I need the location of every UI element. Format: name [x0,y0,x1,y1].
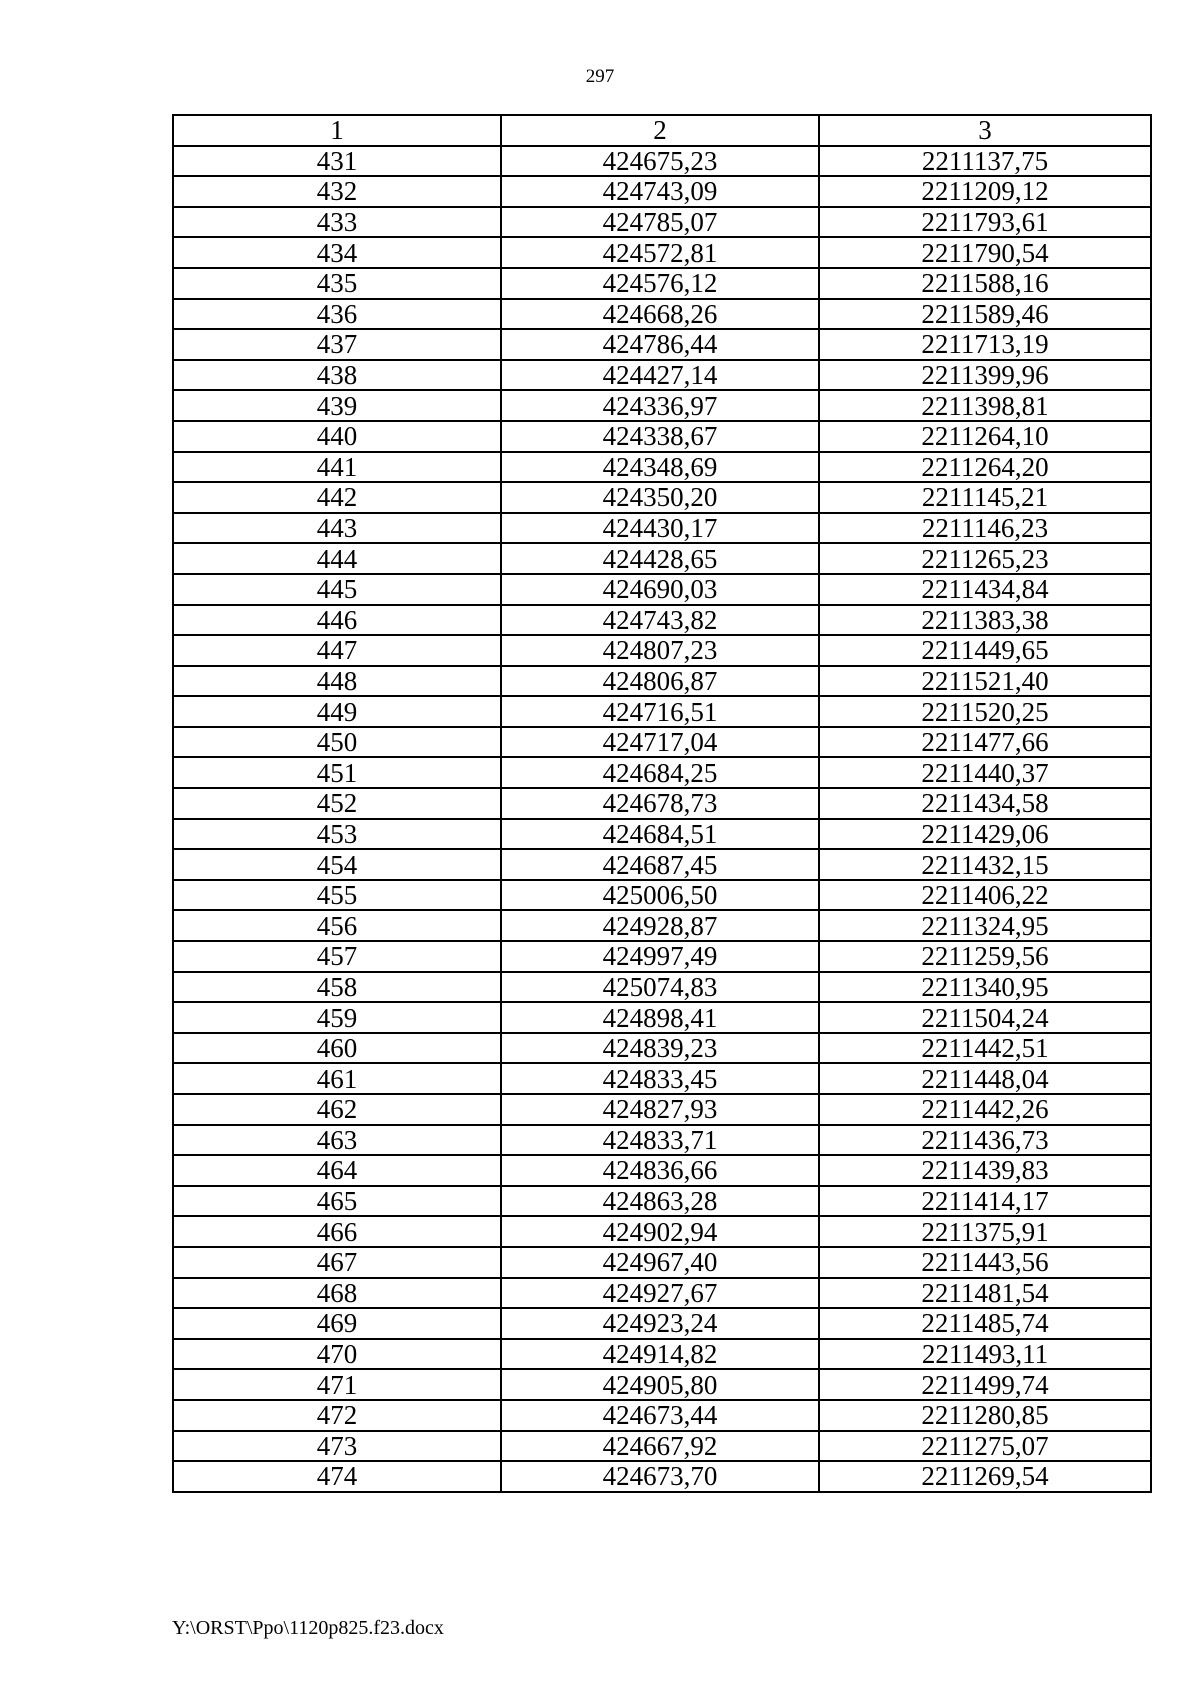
point-number-cell: 439 [173,390,501,421]
table-row [173,1216,1151,1247]
coordinate-y-cell: 2211340,95 [819,972,1151,1003]
table-row [173,666,1151,697]
point-number-cell: 437 [173,329,501,360]
coordinate-x-cell: 425006,50 [501,880,819,911]
coordinate-y-cell: 2211434,58 [819,788,1151,819]
header-cell-col-2: 2 [501,115,819,146]
point-number-cell: 436 [173,299,501,330]
coordinate-x-cell: 424914,82 [501,1339,819,1370]
table-row [173,360,1151,391]
coordinate-y-cell: 2211414,17 [819,1186,1151,1217]
coordinate-y-cell: 2211588,16 [819,268,1151,299]
point-number-cell: 440 [173,421,501,452]
point-number-cell: 474 [173,1461,501,1492]
point-number-cell: 444 [173,543,501,574]
coordinate-y-cell: 2211137,75 [819,146,1151,177]
table-row [173,1461,1151,1492]
table-row [173,849,1151,880]
point-number-cell: 462 [173,1094,501,1125]
point-number-cell: 455 [173,880,501,911]
coordinate-x-cell: 424806,87 [501,666,819,697]
table-row [173,1063,1151,1094]
coordinate-y-cell: 2211398,81 [819,390,1151,421]
point-number-cell: 457 [173,941,501,972]
coordinate-y-cell: 2211436,73 [819,1125,1151,1156]
coordinate-x-cell: 424833,45 [501,1063,819,1094]
point-number-cell: 442 [173,482,501,513]
table-body [173,146,1151,1492]
table-row [173,972,1151,1003]
coordinate-x-cell: 424836,66 [501,1155,819,1186]
point-number-cell: 454 [173,849,501,880]
table-row [173,880,1151,911]
point-number-cell: 447 [173,635,501,666]
point-number-cell: 452 [173,788,501,819]
coordinate-y-cell: 2211406,22 [819,880,1151,911]
point-number-cell: 451 [173,757,501,788]
point-number-cell: 456 [173,910,501,941]
coordinate-y-cell: 2211440,37 [819,757,1151,788]
point-number-cell: 472 [173,1400,501,1431]
table-row [173,1247,1151,1278]
coordinate-x-cell: 424717,04 [501,727,819,758]
coordinate-x-cell: 424785,07 [501,207,819,238]
table-row [173,299,1151,330]
coordinate-y-cell: 2211449,65 [819,635,1151,666]
coordinate-y-cell: 2211434,84 [819,574,1151,605]
coordinate-y-cell: 2211793,61 [819,207,1151,238]
point-number-cell: 461 [173,1063,501,1094]
coordinate-x-cell: 424863,28 [501,1186,819,1217]
coordinate-x-cell: 424348,69 [501,452,819,483]
coordinate-y-cell: 2211443,56 [819,1247,1151,1278]
coordinate-y-cell: 2211259,56 [819,941,1151,972]
coordinate-y-cell: 2211481,54 [819,1278,1151,1309]
point-number-cell: 433 [173,207,501,238]
coordinate-x-cell: 424902,94 [501,1216,819,1247]
page-number: 297 [585,66,615,87]
coordinate-y-cell: 2211429,06 [819,819,1151,850]
point-number-cell: 471 [173,1369,501,1400]
table-header-row [173,115,1151,146]
table-row [173,237,1151,268]
table-row [173,207,1151,238]
coordinates-table [172,114,1152,1493]
coordinate-x-cell: 424839,23 [501,1033,819,1064]
table-row [173,1369,1151,1400]
coordinate-x-cell: 424905,80 [501,1369,819,1400]
coordinate-y-cell: 2211520,25 [819,696,1151,727]
coordinate-y-cell: 2211399,96 [819,360,1151,391]
point-number-cell: 470 [173,1339,501,1370]
coordinate-y-cell: 2211269,54 [819,1461,1151,1492]
table-row [173,941,1151,972]
coordinate-y-cell: 2211499,74 [819,1369,1151,1400]
point-number-cell: 466 [173,1216,501,1247]
point-number-cell: 438 [173,360,501,391]
table-header [173,115,1151,146]
coordinate-y-cell: 2211442,51 [819,1033,1151,1064]
coordinate-x-cell: 424690,03 [501,574,819,605]
point-number-cell: 467 [173,1247,501,1278]
coordinate-y-cell: 2211713,19 [819,329,1151,360]
table-row [173,910,1151,941]
coordinate-y-cell: 2211280,85 [819,1400,1151,1431]
coordinate-y-cell: 2211485,74 [819,1308,1151,1339]
coordinate-x-cell: 424350,20 [501,482,819,513]
table-row [173,390,1151,421]
table-row [173,1186,1151,1217]
coordinate-x-cell: 424675,23 [501,146,819,177]
table-row [173,1094,1151,1125]
point-number-cell: 445 [173,574,501,605]
coordinate-x-cell: 424667,92 [501,1431,819,1462]
point-number-cell: 432 [173,176,501,207]
coordinate-x-cell: 424673,44 [501,1400,819,1431]
table-row [173,757,1151,788]
coordinate-y-cell: 2211439,83 [819,1155,1151,1186]
table-row [173,1339,1151,1370]
footer-file-path: Y:\ORST\Ppo\1120p825.f23.docx [172,1617,444,1639]
point-number-cell: 441 [173,452,501,483]
point-number-cell: 468 [173,1278,501,1309]
point-number-cell: 431 [173,146,501,177]
coordinate-x-cell: 425074,83 [501,972,819,1003]
point-number-cell: 449 [173,696,501,727]
point-number-cell: 434 [173,237,501,268]
point-number-cell: 453 [173,819,501,850]
coordinate-x-cell: 424673,70 [501,1461,819,1492]
coordinate-x-cell: 424684,25 [501,757,819,788]
table-row [173,543,1151,574]
table-row [173,727,1151,758]
coordinate-y-cell: 2211324,95 [819,910,1151,941]
table-row [173,635,1151,666]
point-number-cell: 443 [173,513,501,544]
coordinate-y-cell: 2211448,04 [819,1063,1151,1094]
point-number-cell: 458 [173,972,501,1003]
coordinate-x-cell: 424678,73 [501,788,819,819]
table-row [173,1125,1151,1156]
table-row [173,329,1151,360]
point-number-cell: 463 [173,1125,501,1156]
table-row [173,696,1151,727]
table-row [173,421,1151,452]
coordinate-y-cell: 2211493,11 [819,1339,1151,1370]
table-row [173,1155,1151,1186]
coordinate-x-cell: 424997,49 [501,941,819,972]
coordinate-x-cell: 424833,71 [501,1125,819,1156]
coordinate-y-cell: 2211375,91 [819,1216,1151,1247]
table-row [173,819,1151,850]
coordinate-y-cell: 2211265,23 [819,543,1151,574]
table-row [173,1431,1151,1462]
coordinate-x-cell: 424967,40 [501,1247,819,1278]
point-number-cell: 460 [173,1033,501,1064]
coordinate-x-cell: 424743,82 [501,605,819,636]
point-number-cell: 465 [173,1186,501,1217]
coordinate-x-cell: 424743,09 [501,176,819,207]
table-row [173,513,1151,544]
coordinate-x-cell: 424430,17 [501,513,819,544]
coordinate-y-cell: 2211504,24 [819,1002,1151,1033]
point-number-cell: 446 [173,605,501,636]
coordinate-y-cell: 2211264,10 [819,421,1151,452]
point-number-cell: 448 [173,666,501,697]
point-number-cell: 469 [173,1308,501,1339]
header-cell-col-3: 3 [819,115,1151,146]
coordinate-x-cell: 424927,67 [501,1278,819,1309]
coordinate-x-cell: 424684,51 [501,819,819,850]
coordinate-x-cell: 424336,97 [501,390,819,421]
coordinate-x-cell: 424338,67 [501,421,819,452]
coordinate-x-cell: 424923,24 [501,1308,819,1339]
coordinate-x-cell: 424572,81 [501,237,819,268]
coordinate-x-cell: 424668,26 [501,299,819,330]
coordinate-x-cell: 424827,93 [501,1094,819,1125]
coordinate-x-cell: 424428,65 [501,543,819,574]
table-row [173,605,1151,636]
coordinate-x-cell: 424928,87 [501,910,819,941]
point-number-cell: 464 [173,1155,501,1186]
coordinate-y-cell: 2211790,54 [819,237,1151,268]
point-number-cell: 450 [173,727,501,758]
table-row [173,788,1151,819]
table-row [173,574,1151,605]
coordinate-y-cell: 2211146,23 [819,513,1151,544]
table-row [173,1400,1151,1431]
point-number-cell: 473 [173,1431,501,1462]
coordinate-y-cell: 2211275,07 [819,1431,1151,1462]
coordinate-x-cell: 424786,44 [501,329,819,360]
table-row [173,1033,1151,1064]
coordinate-y-cell: 2211432,15 [819,849,1151,880]
coordinate-x-cell: 424898,41 [501,1002,819,1033]
point-number-cell: 435 [173,268,501,299]
table-row [173,268,1151,299]
table-row [173,1308,1151,1339]
coordinate-y-cell: 2211442,26 [819,1094,1151,1125]
coordinate-y-cell: 2211383,38 [819,605,1151,636]
table-row [173,482,1151,513]
table-row [173,1002,1151,1033]
table-row [173,176,1151,207]
coordinate-y-cell: 2211521,40 [819,666,1151,697]
coordinate-y-cell: 2211264,20 [819,452,1151,483]
coordinate-x-cell: 424427,14 [501,360,819,391]
table-row [173,146,1151,177]
coordinate-y-cell: 2211145,21 [819,482,1151,513]
coordinate-y-cell: 2211477,66 [819,727,1151,758]
table-row [173,1278,1151,1309]
point-number-cell: 459 [173,1002,501,1033]
coordinate-x-cell: 424716,51 [501,696,819,727]
coordinate-y-cell: 2211209,12 [819,176,1151,207]
coordinate-x-cell: 424687,45 [501,849,819,880]
coordinate-x-cell: 424576,12 [501,268,819,299]
header-cell-col-1: 1 [173,115,501,146]
table-row [173,452,1151,483]
coordinate-x-cell: 424807,23 [501,635,819,666]
coordinate-y-cell: 2211589,46 [819,299,1151,330]
